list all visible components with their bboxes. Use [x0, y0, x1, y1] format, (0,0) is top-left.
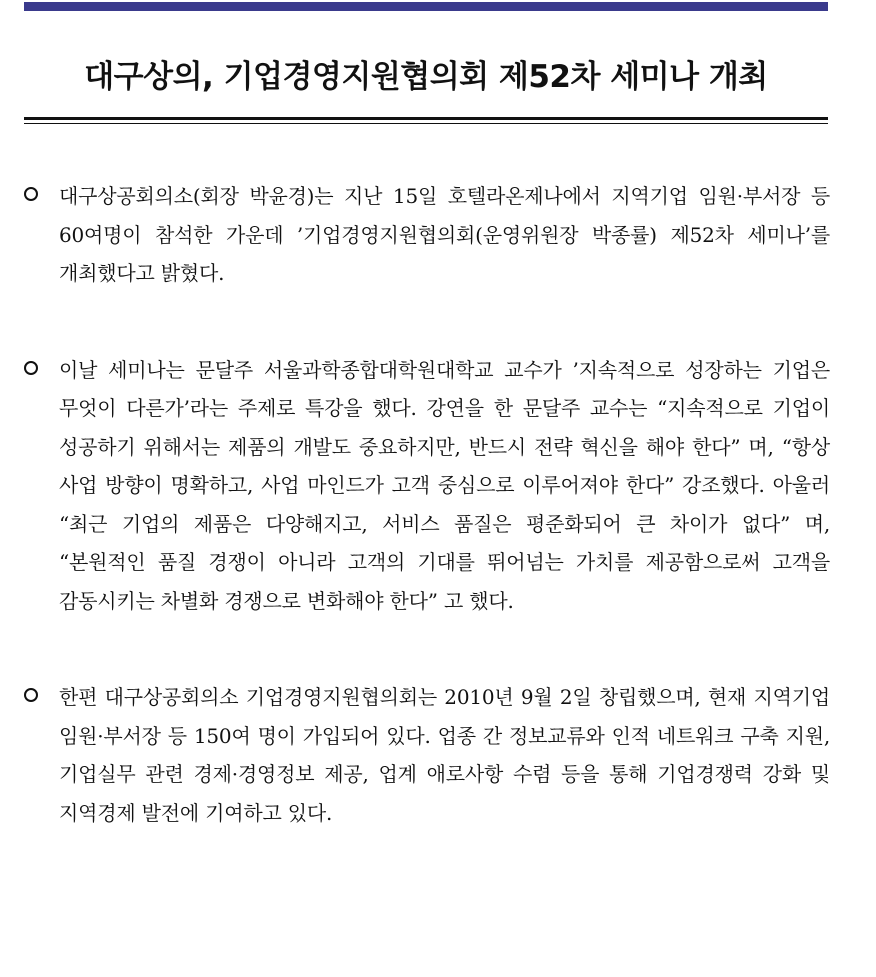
title-divider-thin — [24, 123, 828, 124]
paragraph-1-text: 대구상공회의소(회장 박윤경)는 지난 15일 호텔라온제나에서 지역기업 임원·부서장 등 60여명이 참석한 가운데 ’기업경영지원협의회(운영위원장 박종률) 제52차 세미나’를 개최했다고 밝혔다. — [59, 184, 830, 285]
paragraph-2-text: 이날 세미나는 문달주 서울과학종합대학원대학교 교수가 ’지속적으로 성장하는 기업은 무엇이 다른가’라는 주제로 특강을 했다. 강연을 한 문달주 교수는 “지속적으로 기업이 성공하기 위해서는 제품의 개발도 중요하지만, 반드시 전략 혁신을 해야 한다” 며, “항상 사업 방향이 명확하고, 사업 마인드가 고객 중심으로 이루어져야 한다” 강조했다. 아울러 “최근 기업의 제품은 다양해지고, 서비스 품질은 평준화되어 큰 차이가 없다” 며, “본원적인 품질 경쟁이 아니라 고객의 기대를 뛰어넘는 가치를 제공함으로써 고객을 감동시키는 차별화 경쟁으로 변화해야 한다” 고 했다. — [59, 357, 830, 613]
paragraph-1 — [24, 177, 830, 293]
top-accent-bar — [24, 2, 828, 11]
page-title: 대구상의, 기업경영지원협의회 제52차 세미나 개최 — [84, 59, 768, 95]
paragraph-2 — [24, 351, 830, 621]
hollow-circle-icon — [24, 187, 38, 201]
article-body — [24, 177, 830, 890]
hollow-circle-icon — [24, 361, 38, 375]
hollow-circle-icon — [24, 688, 38, 702]
title-divider-thick — [24, 117, 828, 120]
paragraph-3-text: 한편 대구상공회의소 기업경영지원협의회는 2010년 9월 2일 창립했으며, 현재 지역기업 임원·부서장 등 150여 명이 가입되어 있다. 업종 간 정보교류와 인적 네트워크 구축 지원, 기업실무 관련 경제·경영정보 제공, 업계 애로사항 수렴 등을 통해 기업경쟁력 강화 및 지역경제 발전에 기여하고 있다. — [59, 685, 830, 825]
paragraph-3 — [24, 678, 830, 832]
